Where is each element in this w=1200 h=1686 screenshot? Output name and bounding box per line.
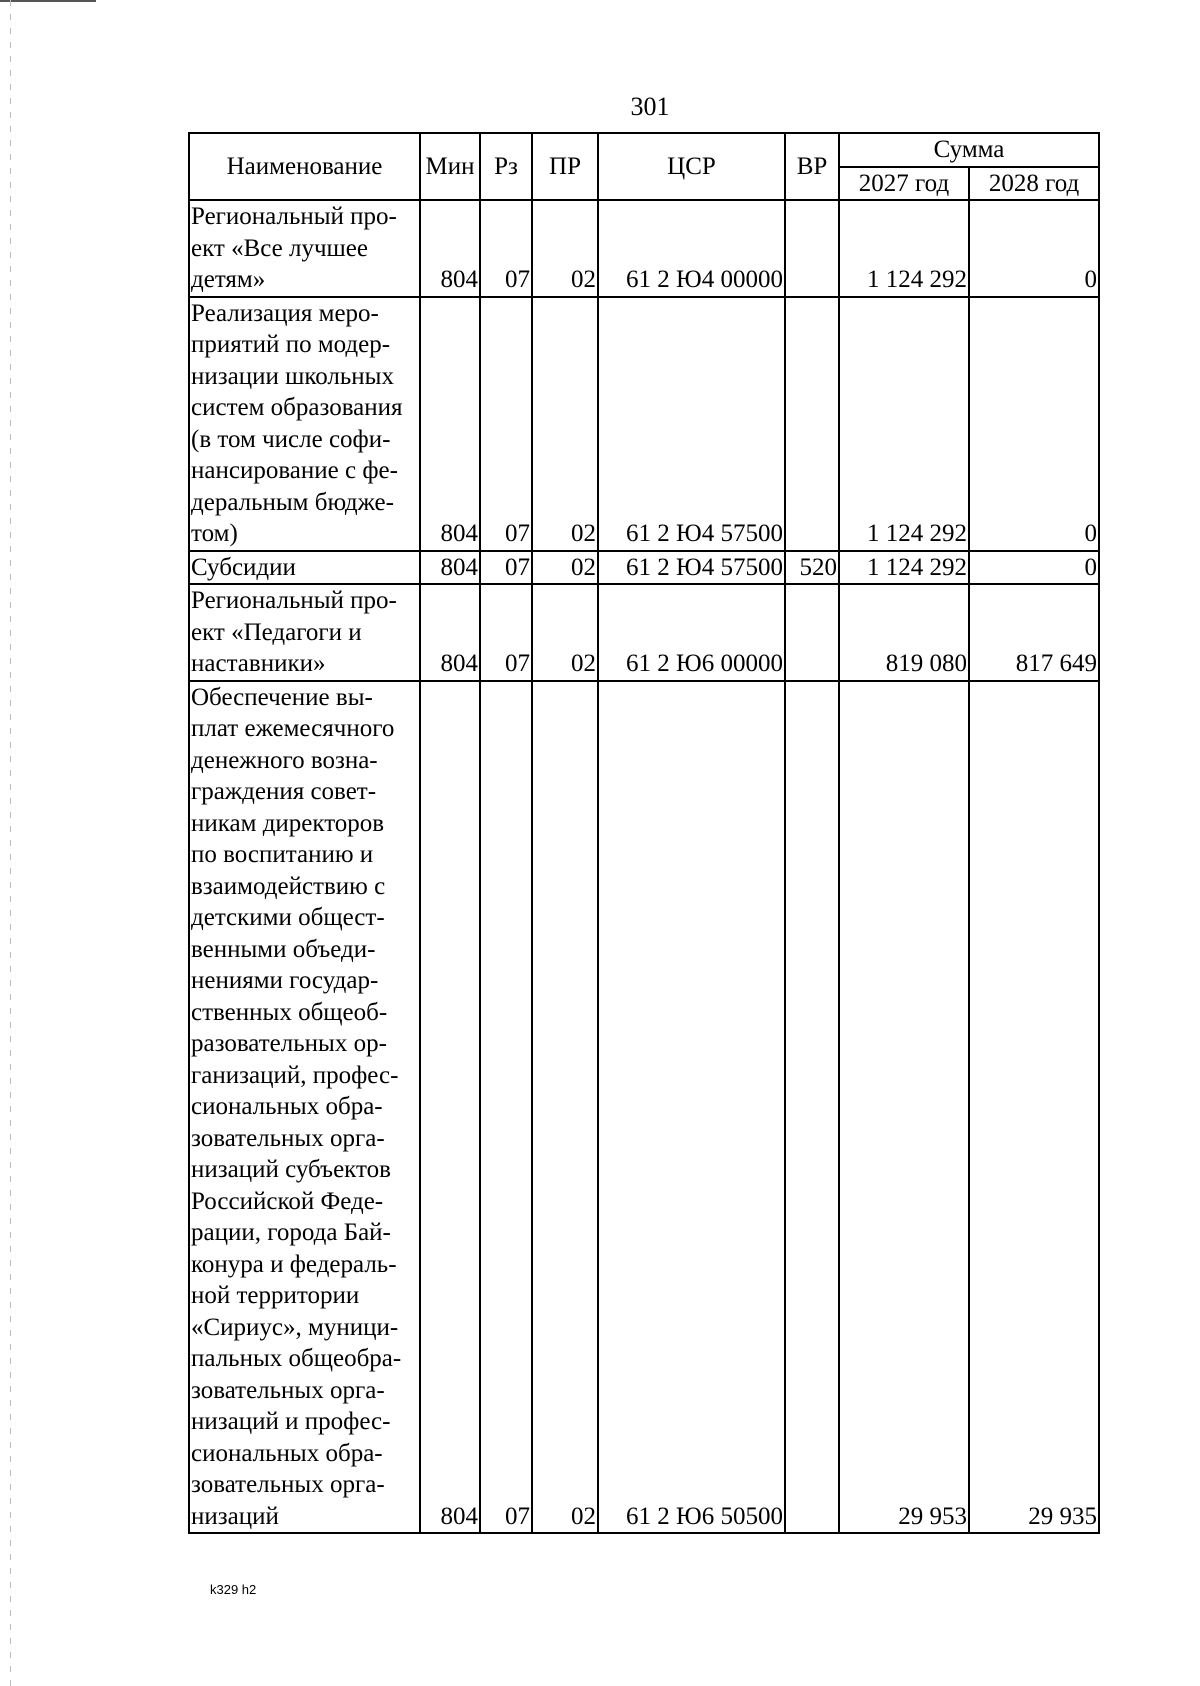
row-vr	[785, 681, 839, 1534]
row-name: Субсидии	[189, 551, 420, 585]
table-row	[189, 551, 1099, 585]
row-csr: 61 2 Ю4 57500	[598, 297, 785, 551]
row-sum-2028: 817 649	[969, 584, 1099, 681]
header-csr: ЦСР	[598, 133, 785, 200]
table-row	[189, 681, 1099, 1534]
row-sum-2028: 0	[969, 297, 1099, 551]
row-sum-2028: 0	[969, 551, 1099, 585]
table-row	[189, 297, 1099, 551]
row-pr: 02	[532, 584, 598, 681]
row-sum-2027: 1 124 292	[839, 297, 969, 551]
scan-top-edge	[0, 0, 96, 2]
row-rz: 07	[480, 551, 532, 585]
row-name: Региональный про- ект «Все лучшее детям»	[189, 200, 420, 297]
row-min: 804	[420, 584, 480, 681]
row-csr: 61 2 Ю6 50500	[598, 681, 785, 1534]
row-pr: 02	[532, 551, 598, 585]
row-pr: 02	[532, 681, 598, 1534]
row-vr	[785, 200, 839, 297]
row-rz: 07	[480, 297, 532, 551]
header-name: Наименование	[189, 133, 420, 200]
row-csr: 61 2 Ю6 00000	[598, 584, 785, 681]
header-vr: ВР	[785, 133, 839, 200]
row-sum-2028: 29 935	[969, 681, 1099, 1534]
row-sum-2027: 29 953	[839, 681, 969, 1534]
row-min: 804	[420, 551, 480, 585]
row-pr: 02	[532, 297, 598, 551]
row-pr: 02	[532, 200, 598, 297]
header-sum: Сумма	[839, 133, 1099, 167]
row-sum-2027: 1 124 292	[839, 200, 969, 297]
header-pr: ПР	[532, 133, 598, 200]
footer-code: k329 h2	[210, 1582, 257, 1597]
row-csr: 61 2 Ю4 57500	[598, 551, 785, 585]
row-vr	[785, 297, 839, 551]
row-name: Реализация меро- приятий по модер- низации школьных систем образования (в том числе софи- нансирование с фе- деральным бюдже- том)	[189, 297, 420, 551]
page-number: 301	[630, 92, 670, 121]
header-year-2028: 2028 год	[969, 167, 1099, 201]
header-row-1	[189, 133, 1099, 167]
header-min: Мин	[420, 133, 480, 200]
row-sum-2028: 0	[969, 200, 1099, 297]
row-csr: 61 2 Ю4 00000	[598, 200, 785, 297]
row-rz: 07	[480, 200, 532, 297]
scan-left-edge	[10, 0, 11, 1686]
row-min: 804	[420, 297, 480, 551]
row-name: Обеспечение вы- плат ежемесячного денежного возна- граждения совет- никам директоров по воспитанию и взаимодействию с детскими общест- венными объеди- нениями государ- ственных общеоб- разовательных ор- ганизаций, профес- сиональных обра- зовательных орга- низаций субъектов Российской Феде- рации, города Бай- конура и федераль- ной территории «Сириус», муници- пальных общеобра- зовательных орга- низаций и профес- сиональных обра- зовательных орга- низаций	[189, 681, 420, 1534]
table-row	[189, 200, 1099, 297]
row-vr	[785, 584, 839, 681]
budget-table	[188, 132, 1100, 1534]
row-min: 804	[420, 200, 480, 297]
row-min: 804	[420, 681, 480, 1534]
row-sum-2027: 819 080	[839, 584, 969, 681]
row-rz: 07	[480, 584, 532, 681]
header-year-2027: 2027 год	[839, 167, 969, 201]
row-vr: 520	[785, 551, 839, 585]
row-rz: 07	[480, 681, 532, 1534]
table-row	[189, 584, 1099, 681]
header-rz: Рз	[480, 133, 532, 200]
row-name: Региональный про- ект «Педагоги и наставники»	[189, 584, 420, 681]
row-sum-2027: 1 124 292	[839, 551, 969, 585]
